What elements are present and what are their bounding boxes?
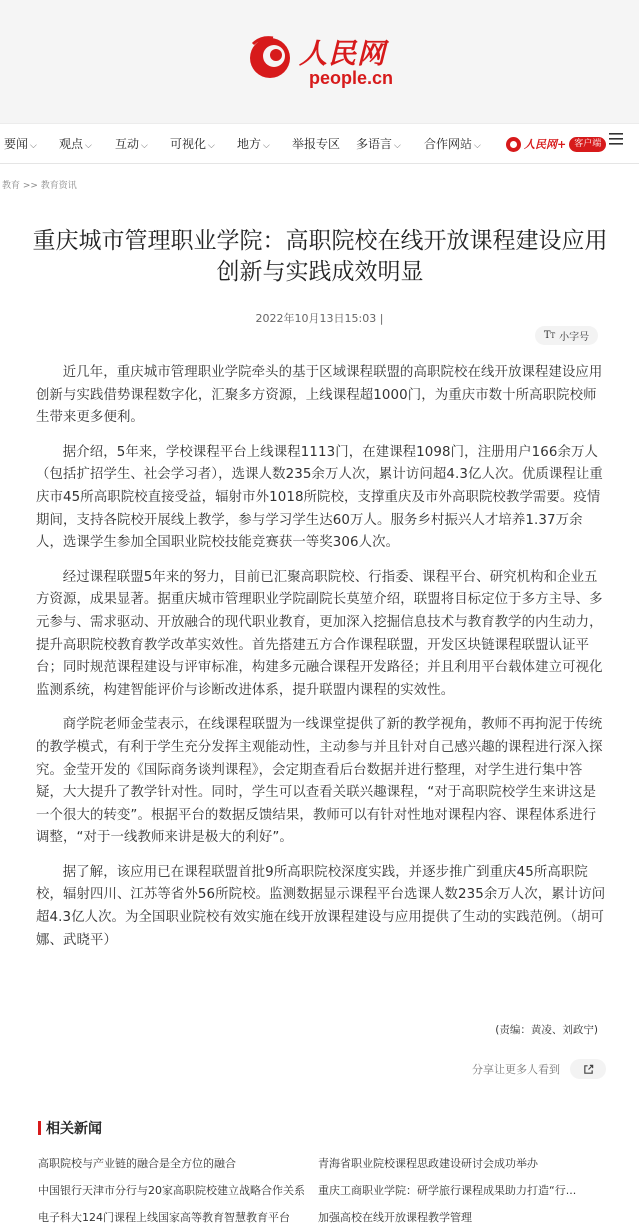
article-title: 重庆城市管理职业学院：高职院校在线开放课程建设应用创新与实践成效明显 xyxy=(32,228,608,285)
logo-english-text: people.cn xyxy=(309,68,394,88)
share-text: 分享让更多人看到 xyxy=(472,1063,560,1076)
nav-label: 可视化 xyxy=(170,137,207,151)
related-news-link[interactable]: 青海省职业院校课程思政建设研讨会成功举办 xyxy=(318,1157,538,1170)
app-badge: 客户端 xyxy=(569,137,606,152)
chevron-down-icon: ⌵ xyxy=(263,141,270,151)
chevron-down-icon: ⌵ xyxy=(85,141,92,151)
nav-item-difang[interactable] xyxy=(237,124,270,164)
font-size-label: 小字号 xyxy=(559,332,590,343)
related-news-link[interactable]: 中国银行天津市分行与20家高职院校建立战略合作关系 xyxy=(38,1184,305,1197)
chevron-down-icon: ⌵ xyxy=(208,141,215,151)
chevron-down-icon: ⌵ xyxy=(141,141,148,151)
masthead xyxy=(0,0,639,124)
nav-label: 互动 xyxy=(115,137,140,151)
chevron-down-icon: ⌵ xyxy=(474,141,481,151)
share-icon xyxy=(583,1064,594,1075)
nav-item-keshihua[interactable] xyxy=(170,124,215,164)
font-size-icon: TT xyxy=(543,330,556,341)
chevron-down-icon: ⌵ xyxy=(30,141,37,151)
nav-label: 观点 xyxy=(59,137,84,151)
logo-chinese-text: 人民网 xyxy=(299,37,387,70)
article-date: 2022年10月13日15:03 | xyxy=(255,312,384,325)
nav-item-guandian[interactable] xyxy=(59,124,92,164)
app-brand-text: 人民网+ xyxy=(524,138,567,151)
nav-item-hezuo[interactable] xyxy=(424,124,481,164)
nav-item-jubao[interactable] xyxy=(292,124,340,164)
nav-label: 合作网站 xyxy=(424,137,473,151)
nav-label: 多语言 xyxy=(356,137,393,151)
article-paragraph: 经过课程联盟5年来的努力，目前已汇聚高职院校、行指委、课程平台、研究机构和企业五方资源，成果显著。据重庆城市管理职业学院副院长莫堃介绍，联盟将目标定位于多方主导、多元参与、需求驱动、开放融合的现代职业教育，更加深入挖掘信息技术与教育教学的内生动力，提升高职院校教育教学改革实效性。首先搭建五方合作课程联盟，开发区块链课程联盟认证平台；同时规范课程建设与评审标准，构建多元融合课程开发路径；并且利用平台载体建立可视化监测系统，构建智能评价与诊断改进体系，提升联盟内课程的实效性。 xyxy=(36,569,603,698)
article-paragraph: 商学院老师金莹表示，在线课程联盟为一线课堂提供了新的教学视角，教师不再拘泥于传统的教学模式，有利于学生充分发挥主观能动性，主动参与并且针对自己感兴趣的课程进行深入探究。金莹开发的《国际商务谈判课程》，会定期查看后台数据并进行整理，对学生进行集中答疑，大大提升了教学针对性。同时，学生可以查看关联兴趣课程，“对于高职院校学生来讲这是一个很大的转变”。根据平台的数据反馈结果，教师可以有针对性地对课程内容、课程体系进行调整，“对于一线教师来讲是极大的利好”。 xyxy=(36,717,603,846)
app-download-link[interactable] xyxy=(506,135,606,153)
chevron-down-icon: ⌵ xyxy=(394,141,401,151)
people-cn-logo[interactable] xyxy=(247,32,397,92)
nav-label: 要闻 xyxy=(4,137,29,151)
editor-credit: (责编：黄凌、刘政宁) xyxy=(495,1024,598,1036)
nav-item-duoyuyan[interactable] xyxy=(356,124,401,164)
heading-accent-bar xyxy=(38,1121,41,1135)
related-news-heading xyxy=(38,1118,102,1138)
hamburger-icon[interactable] xyxy=(609,133,623,145)
related-heading-label: 相关新闻 xyxy=(46,1121,102,1137)
related-news-link[interactable]: 电子科大124门课程上线国家高等教育智慧教育平台 xyxy=(38,1211,290,1224)
breadcrumb[interactable]: 教育 >> 教育资讯 xyxy=(2,181,77,191)
article-body xyxy=(36,362,606,964)
logo-mark-icon xyxy=(247,34,293,80)
nav-item-hudong[interactable] xyxy=(115,124,148,164)
nav-label: 举报专区 xyxy=(292,137,341,151)
related-news-link[interactable]: 加强高校在线开放课程教学管理 xyxy=(318,1211,472,1224)
related-news-link[interactable]: 高职院校与产业链的融合是全方位的融合 xyxy=(38,1157,236,1170)
font-size-toggle-button[interactable] xyxy=(535,326,598,345)
people-app-icon xyxy=(506,137,521,152)
nav-label: 地方 xyxy=(237,137,262,151)
article-paragraph: 近几年，重庆城市管理职业学院牵头的基于区域课程联盟的高职院校在线开放课程建设应用创新与实践借势课程数字化，汇聚多方资源，上线课程超1000门，为重庆市数十所高职院校师生带来更多便利。 xyxy=(36,365,603,426)
nav-item-yaowen[interactable] xyxy=(4,124,37,164)
article-paragraph: 据了解，该应用已在课程联盟首批9所高职院校深度实践，并逐步推广到重庆45所高职院校，辐射四川、江苏等省外56所院校。监测数据显示课程平台选课人数235余万人次，累计访问超4.3亿人次。为全国职业院校有效实施在线开放课程建设与应用提供了生动的实践范例。（胡可娜、武晓平） xyxy=(36,864,606,948)
share-button[interactable] xyxy=(570,1059,606,1079)
related-news-link[interactable]: 重庆工商职业学院：研学旅行课程成果助力打造“行... xyxy=(318,1184,577,1197)
main-nav xyxy=(0,124,639,164)
share-bar xyxy=(472,1059,606,1079)
article-paragraph: 据介绍，5年来，学校课程平台上线课程1113门，在建课程1098门，注册用户166余万人（包括扩招学生、社会学习者），选课人数235余万人次，累计访问超4.3亿人次。优质课程让重庆市45所高职院校直接受益，辐射市外1018所院校，支撑重庆及市外高职院校教学需要。疫情期间，支持各院校开展线上教学，参与学习学生达60万人。服务乡村振兴人才培养1.37万余人，选课学生参加全国职业院校技能竞赛获一等奖306人次。 xyxy=(36,444,603,551)
